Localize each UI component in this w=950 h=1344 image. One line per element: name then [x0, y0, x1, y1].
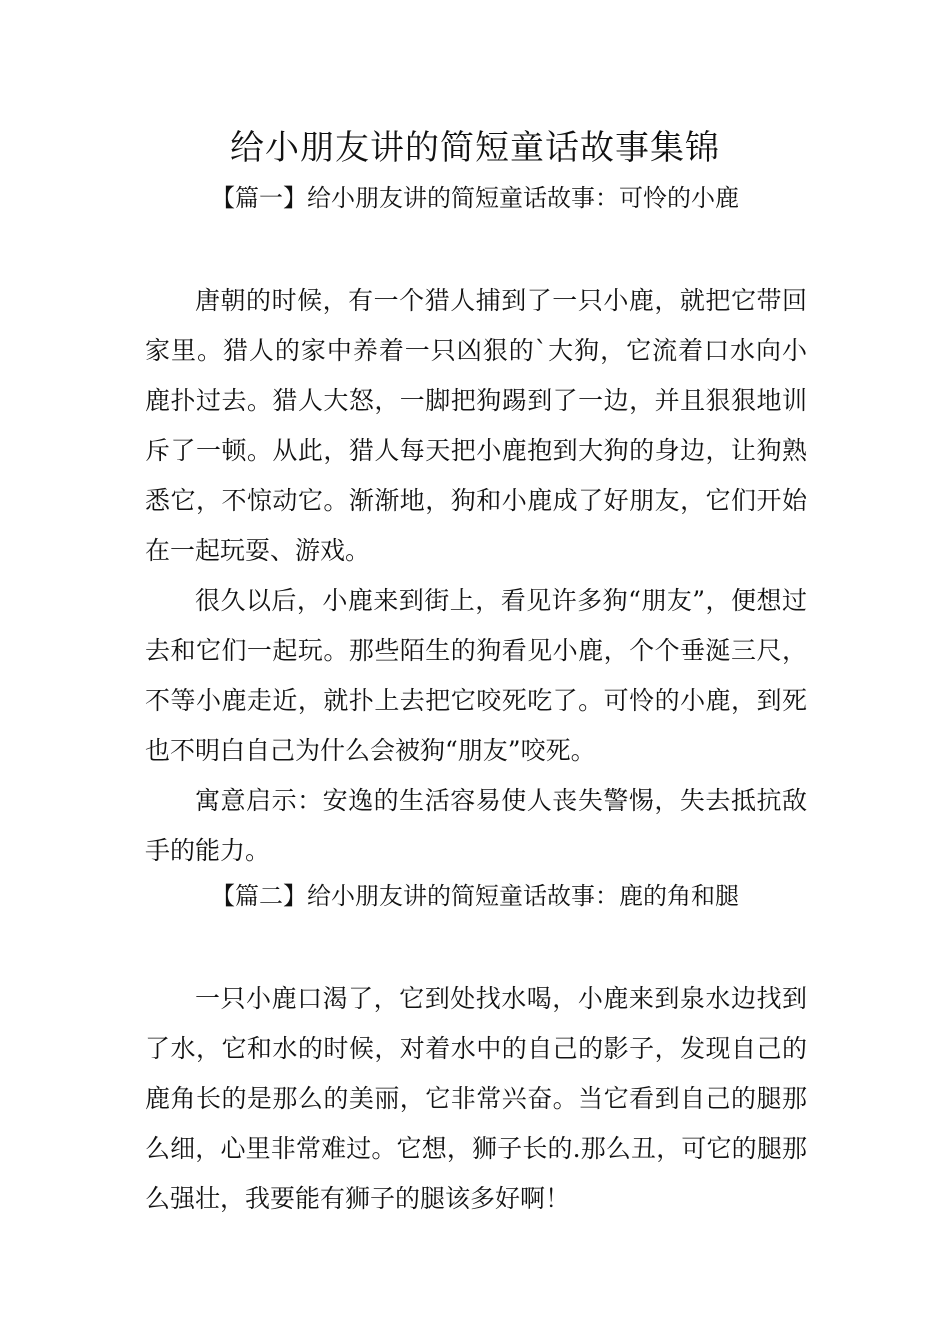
paragraph: 很久以后，小鹿来到街上，看见许多狗“朋友”，便想过去和它们一起玩。那些陌生的狗看见小鹿，个个垂涎三尺，不等小鹿走近，就扑上去把它咬死吃了。可怜的小鹿，到死也不明白自己为什么会被狗“朋友”咬死。: [145, 586, 807, 765]
section-body-2: [145, 974, 807, 1224]
paragraph: 一只小鹿口渴了，它到处找水喝，小鹿来到泉水边找到了水，它和水的时候，对着水中的自己的影子，发现自己的鹿角长的是那么的美丽，它非常兴奋。当它看到自己的腿那么细，心里非常难过。它想，狮子长的.那么丑，可它的腿那么强壮，我要能有狮子的腿该多好啊！: [145, 984, 807, 1213]
section-heading-1: 【篇一】给小朋友讲的简短童话故事：可怜的小鹿: [211, 184, 739, 212]
section-body-1: [145, 276, 807, 876]
paragraph: 唐朝的时候，有一个猎人捕到了一只小鹿，就把它带回家里。猎人的家中养着一只凶狠的`大狗，它流着口水向小鹿扑过去。猎人大怒，一脚把狗踢到了一边，并且狠狠地训斥了一顿。从此，猎人每天把小鹿抱到大狗的身边，让狗熟悉它，不惊动它。渐渐地，狗和小鹿成了好朋友，它们开始在一起玩耍、游戏。: [145, 286, 807, 565]
section-heading-2: 【篇二】给小朋友讲的简短童话故事：鹿的角和腿: [211, 882, 739, 910]
paragraph: 寓意启示：安逸的生活容易使人丧失警惕，失去抵抗敌手的能力。: [145, 786, 807, 865]
document-title: 给小朋友讲的简短童话故事集锦: [230, 128, 720, 168]
